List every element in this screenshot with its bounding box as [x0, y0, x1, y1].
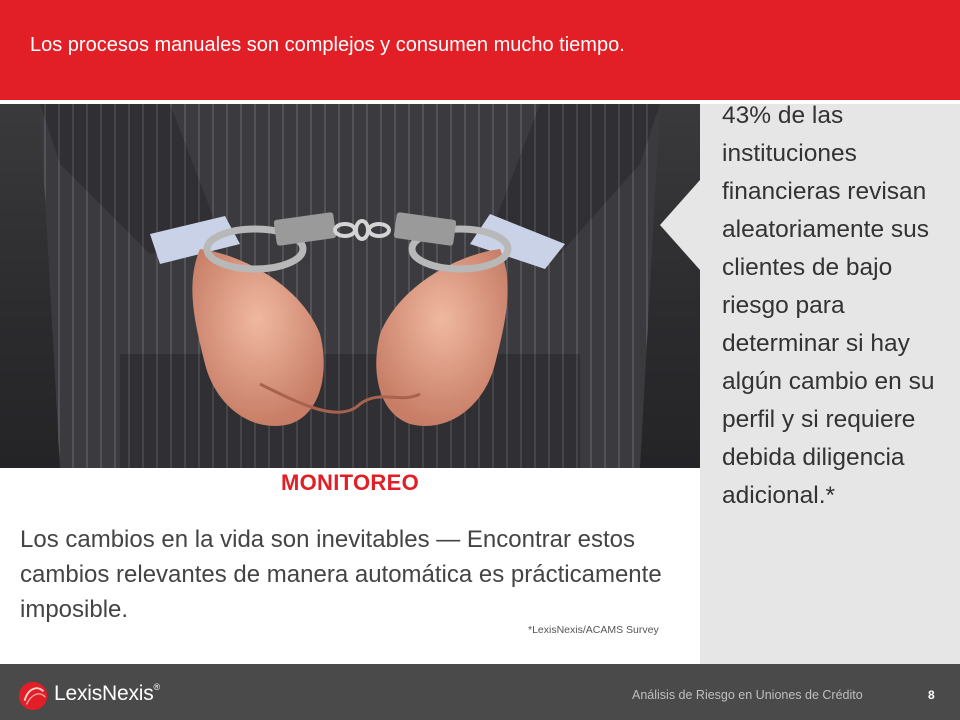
- callout-pointer: [660, 180, 700, 270]
- section-heading: MONITOREO: [281, 470, 419, 495]
- lexisnexis-logo-icon: [16, 680, 50, 712]
- source-footnote: *LexisNexis/ACAMS Survey: [528, 624, 659, 636]
- handcuffed-hands-photo: [0, 104, 700, 468]
- photo-illustration: [0, 104, 700, 468]
- page-number: 8: [928, 688, 935, 702]
- body-text: Los cambios en la vida son inevitables — Encontrar estos cambios relevantes de manera automática es prácticamente imposible.: [20, 526, 662, 623]
- lexisnexis-wordmark: LexisNexis®: [54, 682, 160, 705]
- footer-caption: Análisis de Riesgo en Uniones de Crédito: [632, 688, 863, 702]
- slide-header: [0, 0, 960, 100]
- statistic-callout-text: 43% de las instituciones financieras revisan aleatoriamente sus clientes de bajo riesgo para determinar si hay algún cambio en su perfil y si requiere debida diligencia adicional.*: [722, 102, 935, 509]
- slide-title: Los procesos manuales son complejos y consumen mucho tiempo.: [30, 34, 625, 56]
